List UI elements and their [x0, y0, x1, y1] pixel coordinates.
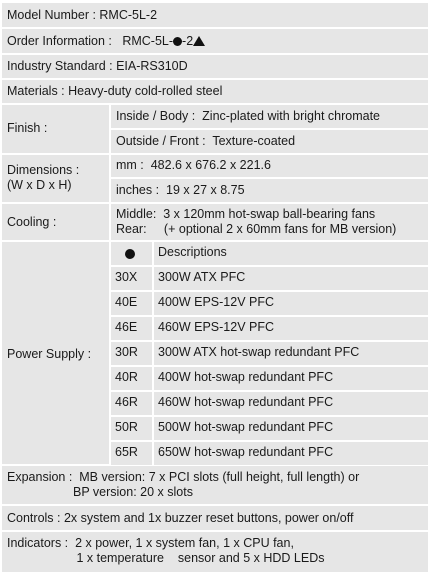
power-supply-label: Power Supply : — [7, 347, 92, 361]
materials: Materials : Heavy-duty cold-rolled steel — [7, 84, 223, 98]
power-supply-code: 30X — [115, 270, 138, 284]
power-supply-desc: 400W hot-swap redundant PFC — [158, 370, 334, 384]
order-info-label: Order Information : — [7, 34, 112, 48]
filled-circle-icon — [125, 249, 135, 259]
cooling-text: Middle: 3 x 120mm hot-swap ball-bearing fans Rear: (+ optional 2 x 60mm fans for MB version) — [116, 207, 397, 236]
power-supply-desc-cell — [154, 342, 428, 365]
power-supply-desc: 500W hot-swap redundant PFC — [158, 420, 334, 434]
dimensions-mm: mm : 482.6 x 676.2 x 221.6 — [116, 158, 271, 172]
industry-standard: Industry Standard : EIA-RS310D — [7, 59, 188, 73]
finish-inside-cell — [111, 105, 428, 128]
model-number-row — [2, 3, 428, 27]
power-supply-desc-cell — [154, 392, 428, 415]
power-supply-code: 46R — [115, 395, 138, 409]
cooling-label-cell — [2, 204, 109, 240]
power-supply-desc-cell — [154, 317, 428, 340]
power-supply-desc: 460W EPS-12V PFC — [158, 320, 275, 334]
controls-row — [2, 506, 428, 530]
dimensions-label: Dimensions : (W x D x H) — [7, 163, 80, 192]
power-supply-code-cell — [111, 442, 152, 465]
power-supply-code: 50R — [115, 420, 138, 434]
power-supply-code: 40R — [115, 370, 138, 384]
materials-row — [2, 80, 428, 103]
industry-standard-row — [2, 55, 428, 78]
filled-triangle-icon — [193, 36, 205, 46]
indicators-row — [2, 532, 428, 572]
power-supply-label-cell — [2, 242, 109, 464]
finish-inside: Inside / Body : Zinc-plated with bright chromate — [116, 109, 381, 123]
finish-label: Finish : — [7, 121, 48, 135]
power-supply-code-cell — [111, 367, 152, 390]
finish-outside-cell — [111, 130, 428, 153]
dimensions-inches-cell — [111, 179, 428, 202]
dimensions-label-cell — [2, 155, 109, 202]
power-supply-code-cell — [111, 267, 152, 290]
power-supply-code-cell — [111, 317, 152, 340]
order-info — [7, 34, 205, 48]
power-supply-desc-cell — [154, 417, 428, 440]
model-number: Model Number : RMC-5L-2 — [7, 8, 158, 22]
order-info-mid: -2 — [182, 34, 194, 48]
controls: Controls : 2x system and 1x buzzer reset buttons, power on/off — [7, 511, 354, 525]
power-supply-code: 46E — [115, 320, 138, 334]
power-supply-desc: 300W ATX PFC — [158, 270, 246, 284]
power-supply-desc: 300W ATX hot-swap redundant PFC — [158, 345, 360, 359]
finish-outside: Outside / Front : Texture-coated — [116, 134, 296, 148]
power-supply-header-desc: Descriptions — [158, 245, 227, 259]
power-supply-desc: 650W hot-swap redundant PFC — [158, 445, 334, 459]
power-supply-desc: 460W hot-swap redundant PFC — [158, 395, 334, 409]
power-supply-code: 30R — [115, 345, 138, 359]
order-info-prefix: RMC-5L- — [122, 34, 174, 48]
filled-circle-icon — [173, 37, 182, 46]
finish-label-cell — [2, 105, 109, 153]
power-supply-code-cell — [111, 417, 152, 440]
power-supply-code-cell — [111, 392, 152, 415]
power-supply-header-code-cell — [111, 242, 152, 265]
cooling-label: Cooling : — [7, 215, 57, 229]
cooling-cell — [111, 204, 428, 240]
power-supply-header-desc-cell — [154, 242, 428, 265]
power-supply-desc: 400W EPS-12V PFC — [158, 295, 275, 309]
power-supply-desc-cell — [154, 442, 428, 465]
expansion: Expansion : MB version: 7 x PCI slots (full height, full length) or BP version: 20 x slots — [7, 470, 360, 499]
power-supply-desc-cell — [154, 267, 428, 290]
power-supply-desc-cell — [154, 367, 428, 390]
power-supply-code: 65R — [115, 445, 138, 459]
indicators: Indicators : 2 x power, 1 x system fan, 1 x CPU fan, 1 x temperature sensor and 5 x HDD LEDs — [7, 536, 325, 565]
dimensions-inches: inches : 19 x 27 x 8.75 — [116, 183, 245, 197]
power-supply-code: 40E — [115, 295, 138, 309]
power-supply-code-cell — [111, 292, 152, 315]
expansion-row — [2, 466, 428, 504]
dimensions-mm-cell — [111, 155, 428, 177]
power-supply-code-cell — [111, 342, 152, 365]
power-supply-desc-cell — [154, 292, 428, 315]
order-info-row — [2, 29, 428, 53]
